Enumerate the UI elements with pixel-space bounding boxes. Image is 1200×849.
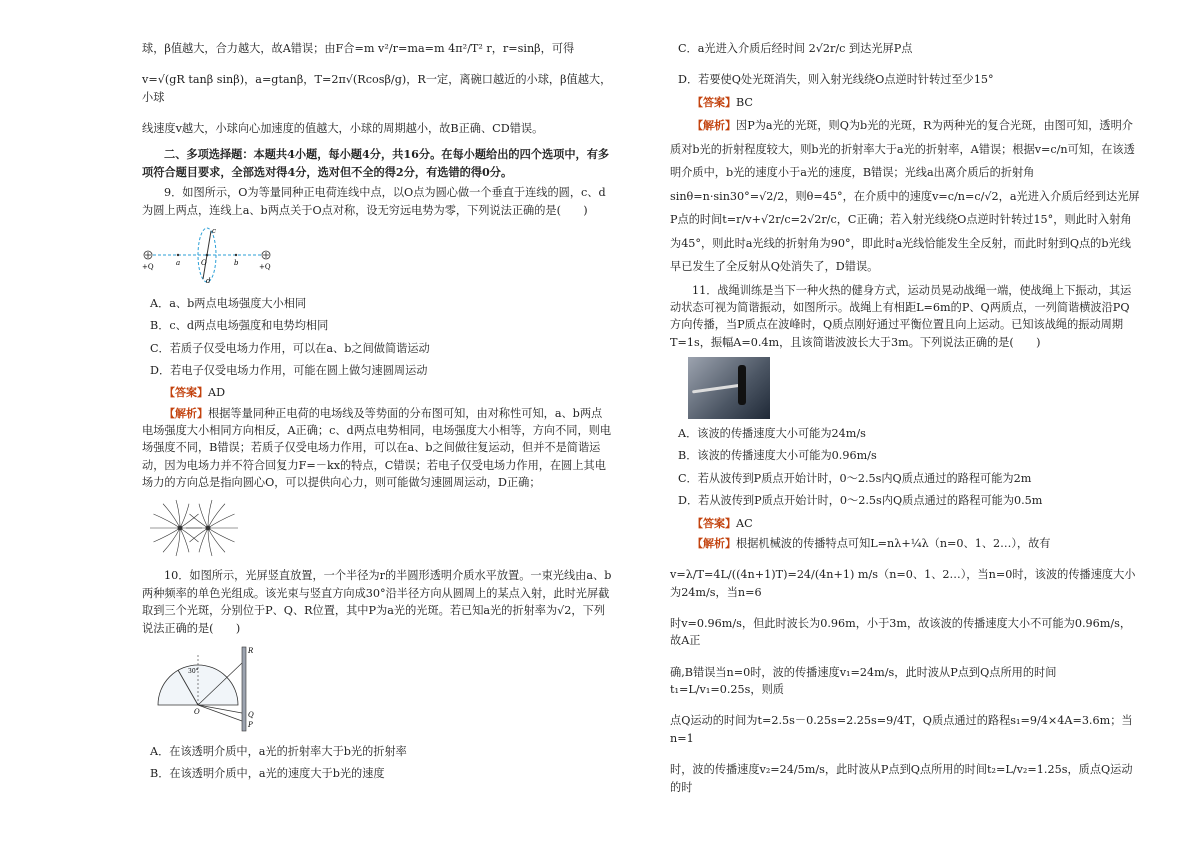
option-b: B．c、d两点电场强度和电势均相同 — [150, 319, 329, 333]
label-o: O — [201, 258, 207, 267]
option-d: D．若电子仅受电场力作用，可能在圆上做匀速圆周运动 — [150, 363, 428, 377]
figure-field-lines — [148, 497, 240, 559]
option-a: A．a、b两点电场强度大小相同 — [150, 296, 307, 310]
analysis-line: 时，波的传播速度v₂=24/5m/s，此时波从P点到Q点所用的时间t₂=L/v₂=1.25s，质点Q运动的时 — [670, 763, 1133, 794]
analysis-tag: 【解析】 — [164, 406, 208, 420]
q11-analysis — [670, 535, 1140, 796]
field-line — [189, 528, 208, 542]
question-10-options-part1 — [142, 743, 612, 783]
battle-rope-photo — [688, 357, 770, 419]
field-line — [180, 504, 189, 528]
option-a: A．在该透明介质中，a光的折射率大于b光的折射率 — [150, 744, 407, 758]
analysis-text: 因P为a光的光斑，则Q为b光的光斑，R为两种光的复合光斑，由图可知，透明介质对b光的折射程度较大，则b光的折射率大于a光的折射率，A错误；根据v=c/n可知，在该透明介质中，b光的速度小于a光的速度，B错误；光线a出离介质后的折射角sinθ=n·sin30°=√2/2，则θ=45°，在介质中的速度v=c/n=c/√2，a光进入介质后经到达光屏P点的时间t=r/v+√2r/c=2√2r/c，C正确；若入射光线绕O点逆时针转过15°，则此时入射角为45°，则此时a光线的折射角为90°，即此时a光线恰能发生全反射，而此时射到Q点的b光线早已发生了全反射从Q处消失了，D错误。 — [670, 119, 1140, 274]
answer-row — [670, 515, 1140, 532]
label-p: P — [248, 720, 253, 729]
text-line: v=√(gR tanβ sinβ)，a=gtanβ，T=2π√(Rcosβ/g)，R一定，离碗口越近的小球，β值越大，小球 — [142, 73, 612, 104]
analysis-text: 根据机械波的传播特点可知L=nλ+¼λ（n=0、1、2…），故有 — [736, 536, 1051, 550]
analysis-line: 点Q运动的时间为t=2.5s－0.25s=2.25s=9/4T，Q质点通过的路程s₁=9/4×4A=3.6m；当n=1 — [670, 714, 1133, 745]
question-9: 9．如图所示，O为等量同种正电荷连线中点，以O点为圆心做一个垂直于连线的圆，c、d为圆上两点，连线上a、b两点关于O点对称，设无穷远电势为零，下列说法正确的是( ) — [142, 186, 606, 217]
option-b: B．在该透明介质中，a光的速度大于b光的速度 — [150, 767, 385, 781]
answer-row — [670, 94, 1140, 111]
question-9-options — [142, 295, 612, 379]
answer-tag: 【答案】 — [692, 95, 736, 109]
field-line — [189, 514, 208, 528]
label-a: a — [176, 258, 181, 267]
field-line — [208, 528, 225, 552]
analysis-line — [670, 535, 1140, 552]
field-line — [163, 504, 180, 528]
option-c: C．a光进入介质后经时间 2√2r/c 到达光屏P点 — [678, 42, 913, 55]
analysis-text: 根据等量同种正电荷的电场线及等势面的分布图可知，由对称性可知，a、b两点电场强度大小相同方向相反，A正确；c、d两点电势相同，电场强度大小相等，方向不同，则电场强度不同，B错误；若质子仅受电场力作用，可以在a、b之间做往复运动，但并不是简谐运动，因为电场力并不符合回复力F=－kx的特点，C错误；若电子仅受电场力作用，在圆上其电场力的方向总是指向圆心O，可以提供向心力，则可能做匀速圆周运动，D正确； — [142, 406, 612, 490]
label-b: b — [234, 258, 239, 267]
question-10-options-part2 — [670, 40, 1140, 89]
label-plus-q-right: +Q — [259, 262, 271, 271]
field-line — [180, 514, 199, 528]
analysis-row — [142, 405, 612, 492]
figure-equal-charges — [142, 225, 272, 287]
field-line — [199, 528, 208, 552]
option-d: D．若从波传到P质点开始计时，0～2.5s内Q质点通过的路程可能为0.5m — [678, 494, 1043, 508]
q8-analysis-end — [142, 40, 612, 137]
field-line — [163, 528, 180, 552]
label-d: d — [206, 276, 211, 285]
analysis-line: 时v=0.96m/s，但此时波长为0.96m，小于3m，故该波的传播速度大小不可能为0.96m/s，故A正 — [670, 617, 1132, 648]
left-column — [142, 40, 612, 788]
label-q: Q — [248, 710, 254, 719]
option-a: A．该波的传播速度大小可能为24m/s — [678, 427, 866, 441]
label-angle: 30° — [188, 667, 199, 675]
analysis-line: 确,B错误当n=0时，波的传播速度v₁=24m/s，此时波从P点到Q点所用的时间t₁=L/v₁=0.25s，则质 — [670, 665, 1057, 697]
label-c: c — [212, 226, 216, 235]
section-heading: 二、多项选择题：本题共4小题，每小题4分，共16分。在每小题给出的四个选项中，有多项符合题目要求，全部选对得4分，选对但不全的得2分，有选错的得0分。 — [142, 147, 610, 179]
text-line: 球，β值越大，合力越大，故A错误；由F合=m v²/r=ma=m 4π²/T² r，r=sinβ，可得 — [142, 42, 575, 55]
label-o: O — [194, 707, 200, 716]
answer-value: AC — [736, 516, 753, 530]
analysis-row — [670, 114, 1140, 279]
answer-value: BC — [736, 95, 753, 109]
field-line — [199, 504, 208, 528]
question-11: 11．战绳训练是当下一种火热的健身方式，运动员晃动战绳一端，使战绳上下振动，其运动状态可视为简谐振动，如图所示。战绳上有相距L=6m的P、Q两质点，一列简谐横波沿PQ方向传播，当P质点在波峰时，Q质点刚好通过平衡位置且向上运动。已知该战绳的振动周期T=1s，振幅A=0.4m，且该简谐波波长大于3m。下列说法正确的是( ) — [670, 283, 1132, 349]
analysis-tag: 【解析】 — [692, 536, 736, 550]
label-r: R — [248, 646, 254, 655]
option-c: C．若质子仅受电场力作用，可以在a、b之间做简谐运动 — [150, 341, 430, 355]
figure-semicircle-prism — [150, 643, 260, 735]
option-b: B．该波的传播速度大小可能为0.96m/s — [678, 449, 877, 463]
field-line — [208, 504, 225, 528]
analysis-line: v=λ/T=4L/((4n+1)T)=24/(4n+1) m/s（n=0、1、2…），当n=0时，该波的传播速度大小为24m/s，当n=6 — [670, 568, 1136, 599]
question-11-options — [670, 425, 1140, 509]
analysis-tag: 【解析】 — [692, 119, 736, 133]
option-c: C．若从波传到P质点开始计时，0～2.5s内Q质点通过的路程可能为2m — [678, 471, 1032, 485]
text-line: 线速度v越大，小球向心加速度的值越大，小球的周期越小，故B正确、CD错误。 — [142, 122, 544, 136]
field-line — [180, 528, 199, 542]
option-d: D．若要使Q处光斑消失，则入射光线绕O点逆时针转过至少15° — [678, 73, 994, 87]
answer-value: AD — [208, 386, 226, 400]
answer-tag: 【答案】 — [692, 516, 736, 530]
answer-row — [142, 384, 612, 401]
question-10: 10．如图所示，光屏竖直放置，一个半径为r的半圆形透明介质水平放置。一束光线由a、b两种频率的单色光组成。该光束与竖直方向成30°沿半径方向从圆周上的某点入射，此时光屏截取到三个光斑，分别位于P、Q、R位置，其中P为a光的光斑。若已知a光的折射率为√2，下列说法正确的是( ) — [142, 569, 612, 635]
right-column — [670, 40, 1140, 805]
label-plus-q-left: +Q — [142, 262, 154, 271]
field-line — [180, 528, 189, 552]
answer-tag: 【答案】 — [164, 386, 208, 400]
